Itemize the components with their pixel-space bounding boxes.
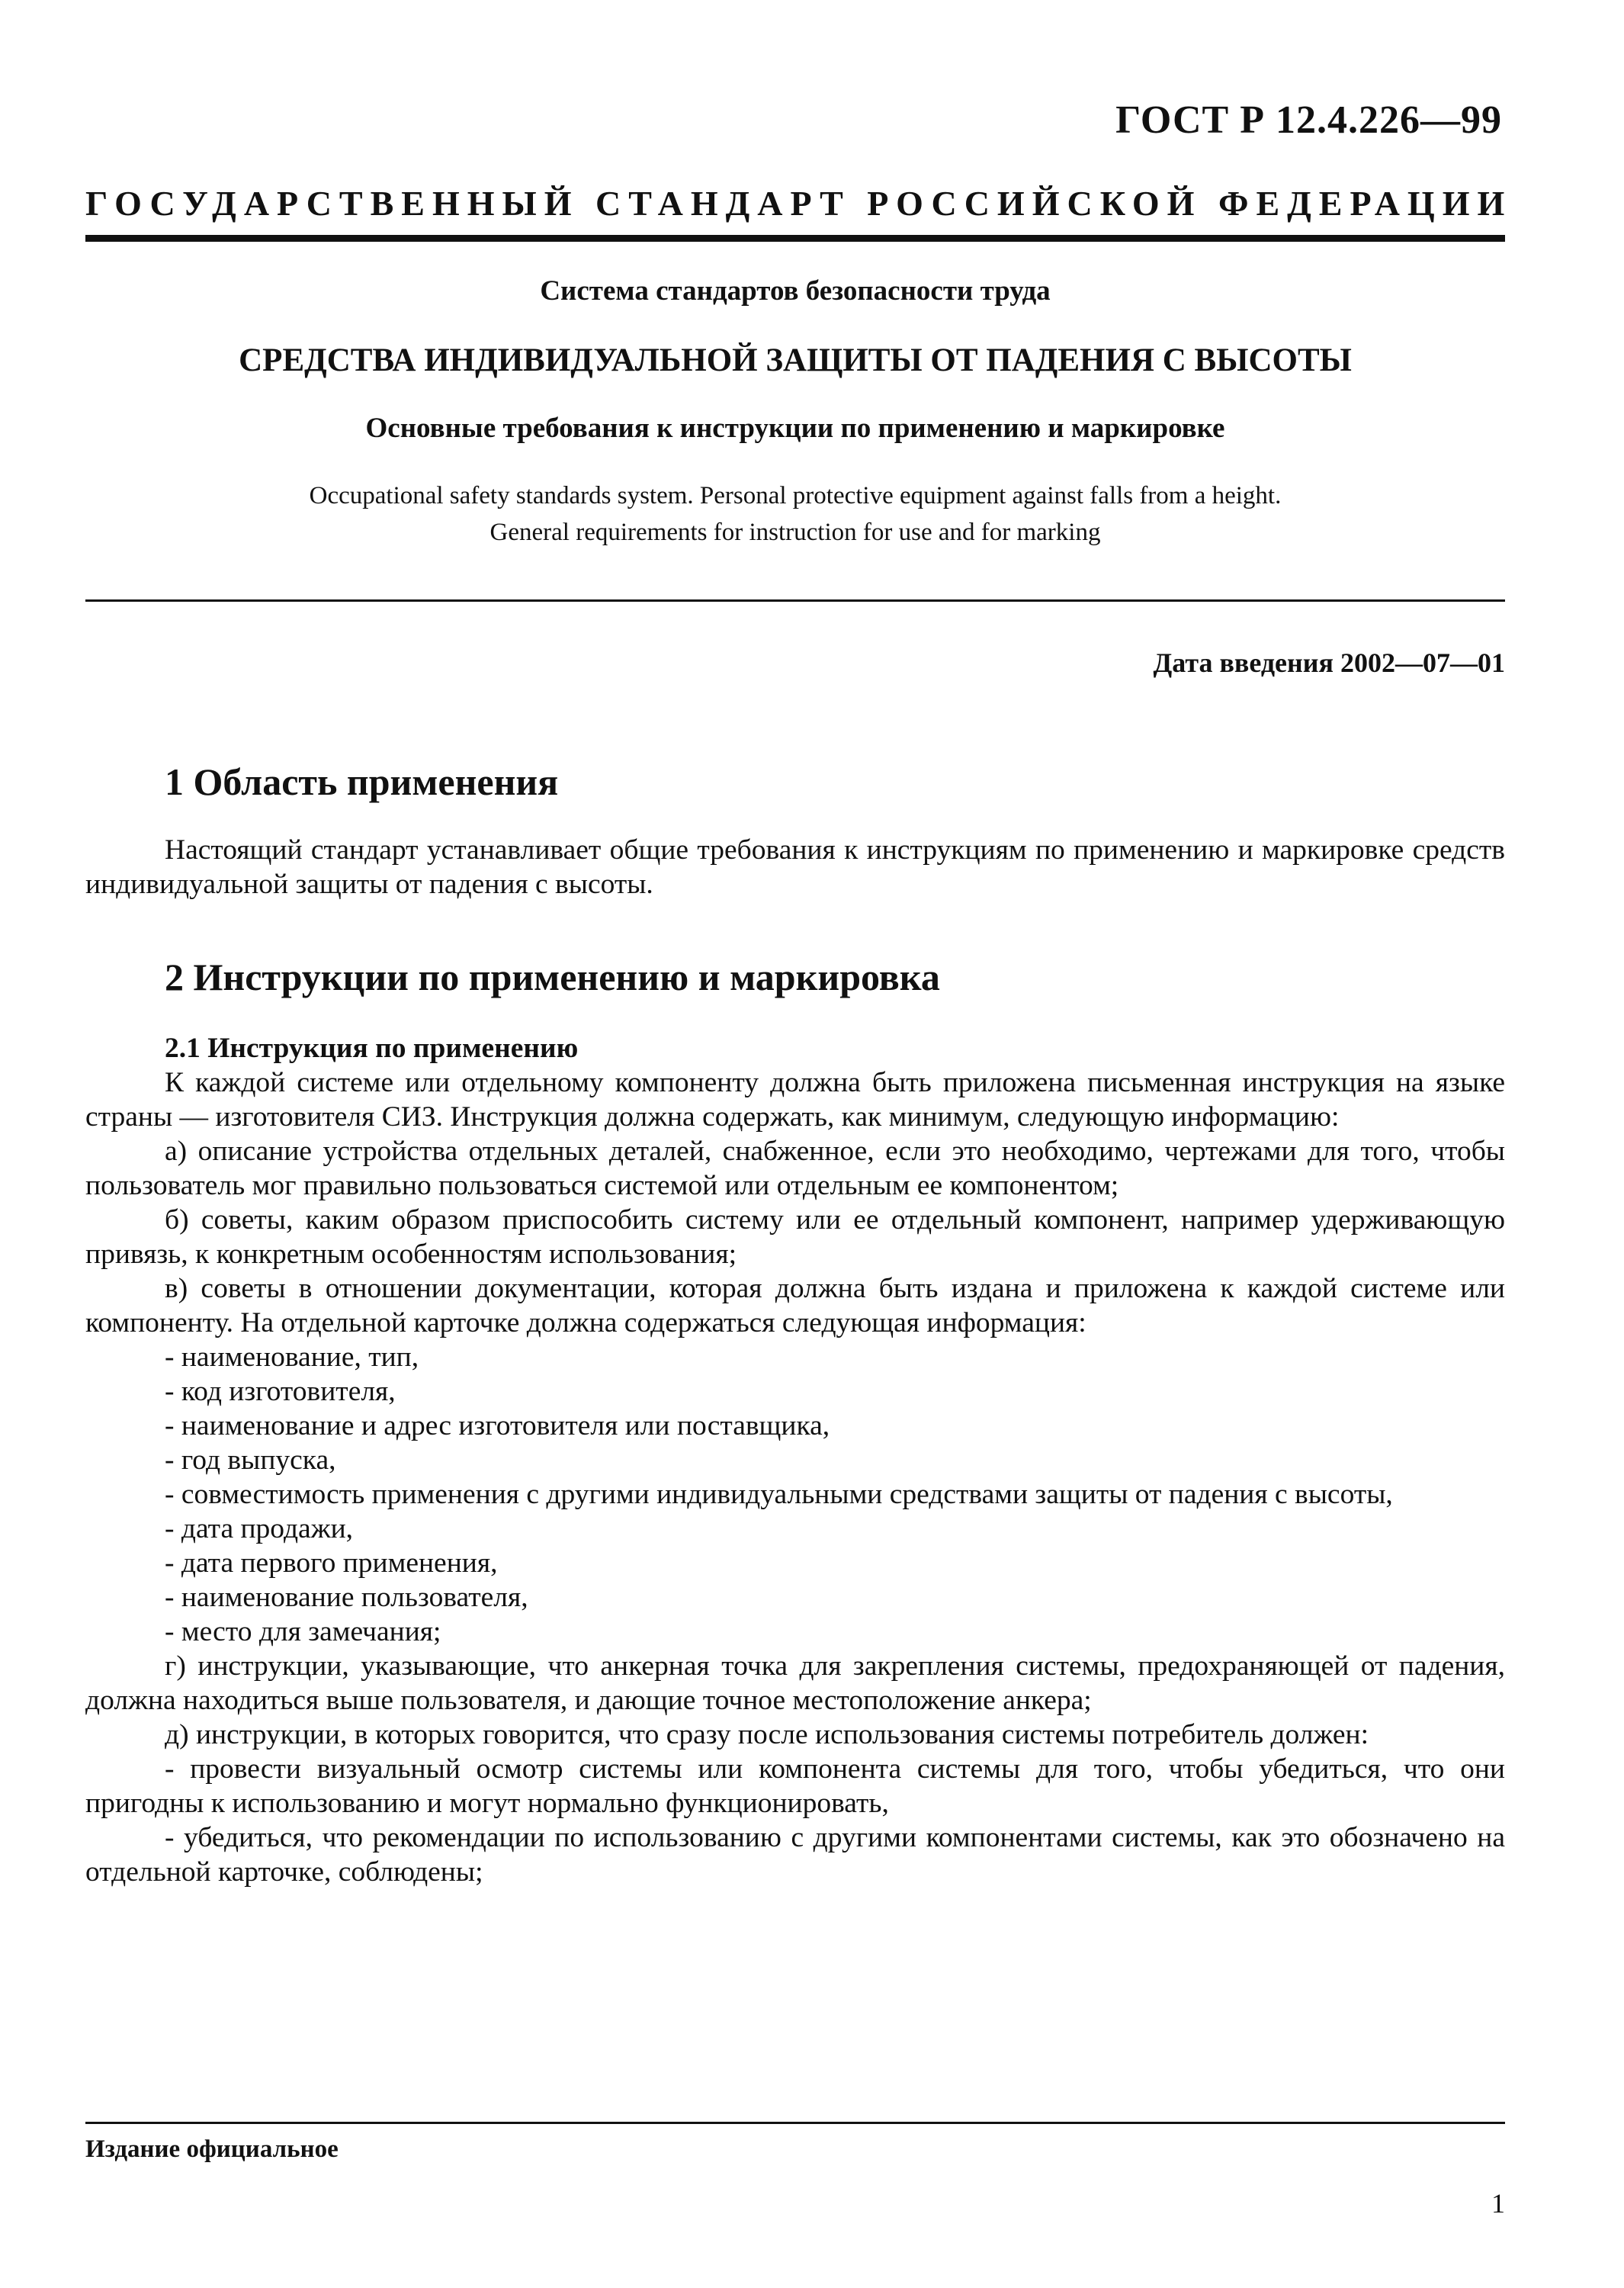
section-2-title: 2 Инструкции по применению и маркировка xyxy=(165,956,940,998)
header-rule xyxy=(85,235,1505,242)
post-use-check: - провести визуальный осмотр системы или компонента системы для того, чтобы убедиться, что они пригодны к использованию и могут нормально функционировать, xyxy=(85,1753,1505,1819)
edition-label: Издание официальное xyxy=(85,2135,339,2163)
card-field: - дата первого применения, xyxy=(165,1547,498,1579)
card-field: - наименование пользователя, xyxy=(165,1582,528,1613)
state-standard-header: ГОСУДАРСТВЕННЫЙ СТАНДАРТ РОССИЙСКОЙ ФЕДЕРАЦИИ xyxy=(85,184,1513,223)
subsection-2-1-title: 2.1 Инструкция по применению xyxy=(165,1033,579,1064)
card-field: - наименование и адрес изготовителя или поставщика, xyxy=(165,1410,830,1441)
section-1-paragraph: Настоящий стандарт устанавливает общие требования к инструкциям по применению и маркировке средств индивидуальной защиты от падения с высоты. xyxy=(85,834,1505,900)
paragraph: К каждой системе или отдельному компоненту должна быть приложена письменная инструкция на языке страны — изготовителя СИЗ. Инструкция должна содержать, как минимум, следующую информацию: xyxy=(85,1067,1505,1133)
english-title-line-2: General requirements for instruction for use and for marking xyxy=(489,519,1101,546)
list-item-d: д) инструкции, в которых говорится, что сразу после использования системы потребитель должен: xyxy=(165,1719,1369,1750)
card-field: - наименование, тип, xyxy=(165,1342,419,1373)
card-field: - год выпуска, xyxy=(165,1444,336,1476)
list-item-a: а) описание устройства отдельных деталей, снабженное, если это необходимо, чертежами для того, чтобы пользователь мог правильно пользоваться системой или отдельным ее компонентом; xyxy=(85,1136,1505,1201)
card-field: - код изготовителя, xyxy=(165,1376,396,1407)
section-1-body xyxy=(85,833,1505,901)
card-field: - совместимость применения с другими индивидуальными средствами защиты от падения с высоты, xyxy=(165,1479,1393,1510)
footer-rule xyxy=(85,2122,1505,2124)
card-field: - место для замечания; xyxy=(165,1616,441,1647)
document-number: ГОСТ Р 12.4.226—99 xyxy=(1115,98,1502,142)
list-item-g: г) инструкции, указывающие, что анкерная точка для закрепления системы, предохраняющей от падения, должна находиться выше пользователя, и дающие точное местоположение анкера; xyxy=(85,1650,1505,1716)
section-2-body xyxy=(85,1031,1505,1889)
introduction-date: Дата введения 2002—07—01 xyxy=(1153,648,1505,678)
standards-system-title: Система стандартов безопасности труда xyxy=(540,275,1051,307)
english-title-line-1: Occupational safety standards system. Personal protective equipment against falls from a height. xyxy=(309,482,1282,509)
list-item-c: в) советы в отношении документации, которая должна быть издана и приложена к каждой системе или компоненту. На отдельной карточке должна содержаться следующая информация: xyxy=(85,1273,1505,1338)
card-field: - дата продажи, xyxy=(165,1513,354,1544)
subtitle: Основные требования к инструкции по применению и маркировке xyxy=(365,413,1225,444)
post-use-check: - убедиться, что рекомендации по использованию с другими компонентами системы, как это обозначено на отдельной карточке, соблюдены; xyxy=(85,1822,1505,1888)
list-item-b: б) советы, каким образом приспособить систему или ее отдельный компонент, например удерживающую привязь, к конкретным особенностям использования; xyxy=(85,1204,1505,1270)
title-divider xyxy=(85,599,1505,602)
section-1-title: 1 Область применения xyxy=(165,760,559,803)
main-title: СРЕДСТВА ИНДИВИДУАЛЬНОЙ ЗАЩИТЫ ОТ ПАДЕНИЯ С ВЫСОТЫ xyxy=(239,342,1352,378)
page-number: 1 xyxy=(1491,2188,1505,2219)
